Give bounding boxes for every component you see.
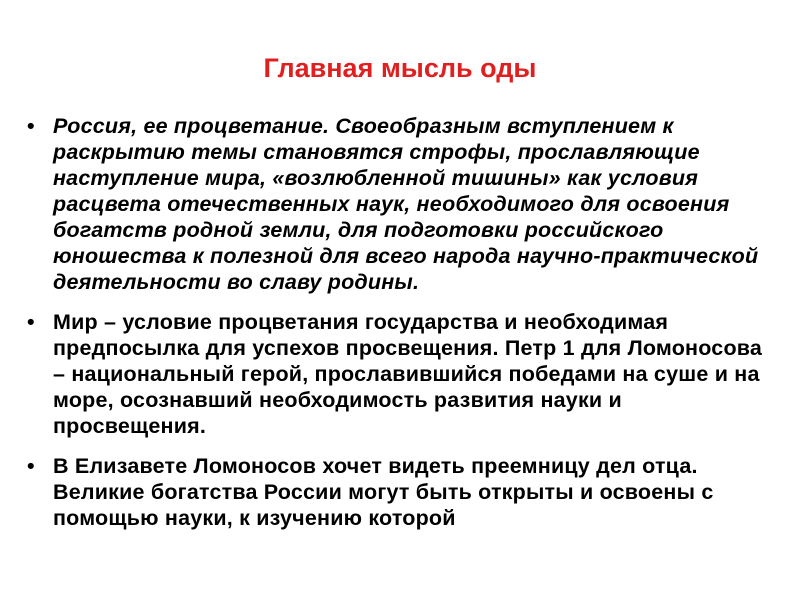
- bullet-icon: •: [27, 454, 35, 478]
- bullet-list: [27, 113, 767, 545]
- bullet-item: [27, 113, 767, 295]
- bullet-text: Мир – условие процветания государства и необходимая предпосылка для успехов просвещения. Петр 1 для Ломоносова – национальный герой, прославившийся победами на суше и на море, осознавший необходимость развития науки и просвещения.: [53, 310, 763, 438]
- slide-title: Главная мысль оды: [263, 53, 537, 83]
- bullet-item: [27, 309, 767, 439]
- bullet-item: [27, 453, 767, 531]
- bullet-text: В Елизавете Ломоносов хочет видеть преемницу дел отца. Великие богатства России могут быть открыты и освоены с помощью науки, к изучению которой: [53, 454, 714, 530]
- bullet-text: Россия, ее процветание. Своеобразным вступлением к раскрытию темы становятся строфы, прославляющие наступление мира, «возлюбленной тишины» как условия расцвета отечественных наук, необходимого для освоения богатств родной земли, для подготовки российского юношества к полезной для всего народа научно-практической деятельности во славу родины.: [53, 114, 759, 294]
- bullet-icon: •: [27, 114, 35, 138]
- bullet-icon: •: [27, 310, 35, 334]
